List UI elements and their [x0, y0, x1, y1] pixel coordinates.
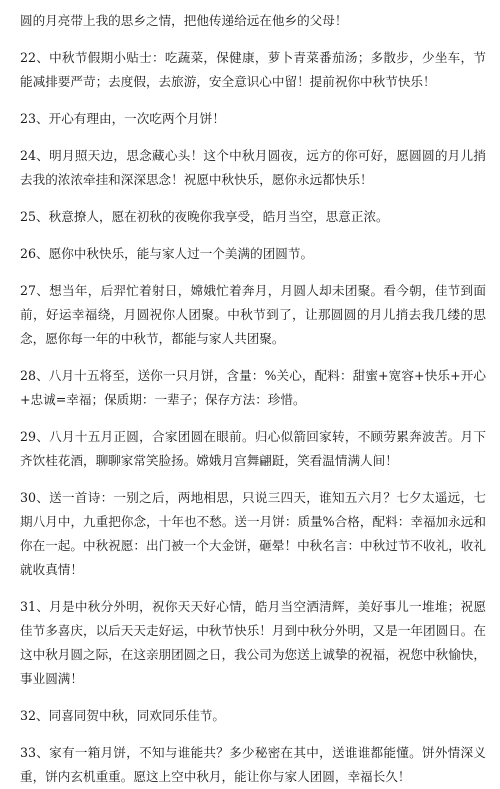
text-paragraph: 27、想当年，后羿忙着射日，嫦娥忙着奔月，月圆人却未团聚。看今朝，佳节到面前，好运幸福绕，月圆祝你人团聚。中秋节到了，让那圆圆的月儿捎去我几缕的思念，愿你每一年的中秋节，都能与家人共团聚。	[20, 283, 486, 346]
text-paragraph: 圆的月亮带上我的思乡之情，把他传递给远在他乡的父母！	[20, 13, 348, 28]
text-paragraph: 28、八月十五将至，送你一只月饼，含量：%关心，配料：甜蜜+宽容+快乐+开心+忠诚=幸福；保质期：一辈子；保存方法：珍惜。	[20, 368, 486, 407]
text-paragraph: 25、秋意撩人，愿在初秋的夜晚你我享受，皓月当空，思意正浓。	[20, 209, 389, 224]
text-paragraph: 29、八月十五月正圆，合家团圆在眼前。归心似箭回家转，不顾劳累奔波苦。月下齐饮桂花酒，聊聊家常笑脸扬。嫦娥月宫舞翩跹，笑看温情满人间！	[20, 429, 486, 468]
text-paragraph: 23、开心有理由，一次吃两个月饼！	[20, 111, 225, 126]
text-paragraph: 26、愿你中秋快乐，能与家人过一个美满的团圆节。	[20, 246, 314, 261]
text-paragraph: 22、中秋节假期小贴士：吃蔬菜，保健康，萝卜青菜番茄汤；多散步，少坐车，节能减排要严苛；去度假，去旅游，安全意识心中留！提前祝你中秋节快乐！	[20, 50, 486, 89]
text-paragraph: 30、送一首诗：一别之后，两地相思，只说三四天，谁知五六月？七夕太遥远，七期八月中，九重把你念，十年也不愁。送一月饼：质量%合格，配料：幸福加永远和你在一起。中秋祝愿：出门被一个大金饼，砸晕！中秋名言：中秋过节不收礼，收礼就收真情！	[20, 490, 486, 577]
text-paragraph: 24、明月照天边，思念藏心头！这个中秋月圆夜，远方的你可好，愿圆圆的月儿捎去我的浓浓牵挂和深深思念！祝愿中秋快乐，愿你永远都快乐！	[20, 148, 486, 187]
text-paragraph: 32、同喜同贺中秋，同欢同乐佳节。	[20, 708, 225, 723]
text-paragraph: 31、月是中秋分外明，祝你天天好心情，皓月当空洒清辉，美好事儿一堆堆；祝愿佳节多喜庆，以后天天走好运，中秋节快乐！月到中秋分外明，又是一年团圆日。在这中秋月圆之际，在这亲朋团圆之日，我公司为您送上诚挚的祝福，祝您中秋愉快，事业圆满！	[20, 599, 486, 686]
text-paragraph: 33、家有一箱月饼，不知与谁能共？多少秘密在其中，送谁谁都能懂。饼外情深义重，饼内玄机重重。愿这上空中秋月，能让你与家人团圆，幸福长久！	[20, 745, 486, 784]
